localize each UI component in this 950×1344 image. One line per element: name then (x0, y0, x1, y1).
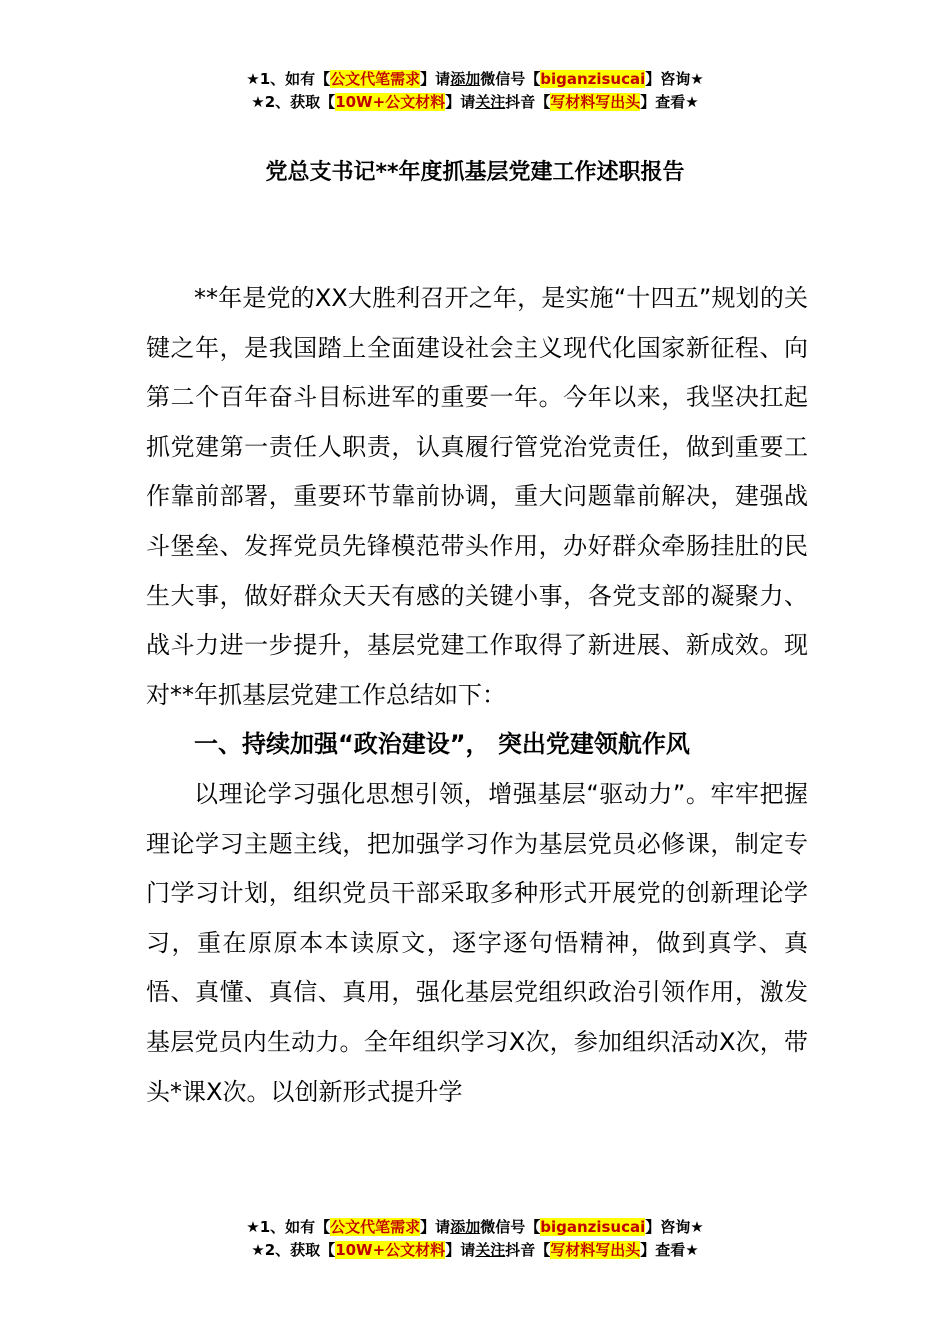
header-banner (0, 68, 950, 114)
footer-highlight-materials: 10W+公文材料 (335, 1241, 446, 1259)
footer-banner-line-2: ★2、获取【10W+公文材料】请关注抖音【写材料写出头】查看★ (251, 1241, 699, 1259)
banner-line-2: ★2、获取【10W+公文材料】请关注抖音【写材料写出头】查看★ (251, 93, 699, 111)
footer-highlight-douyin-account: 写材料写出头 (550, 1241, 641, 1259)
intro-paragraph: **年是党的XX大胜利召开之年，是实施“十四五”规划的关键之年，是我国踏上全面建设社会主义现代化国家新征程、向第二个百年奋斗目标进军的重要一年。今年以来，我坚决扛起抓党建第一责任人职责，认真履行管党治党责任，做到重要工作靠前部署，重要环节靠前协调，重大问题靠前解决，建强战斗堡垒、发挥党员先锋模范带头作用，办好群众牵肠挂肚的民生大事，做好群众天天有感的关键小事，各党支部的凝聚力、战斗力进一步提升，基层党建工作取得了新进展、新成效。现对**年抓基层党建工作总结如下： (146, 284, 808, 709)
footer-highlight-wechat-id: biganzisucai (540, 1218, 646, 1236)
highlight-wechat-id: biganzisucai (540, 70, 646, 88)
section-heading-1: 一、持续加强“政治建设”， 突出党建领航作风 (194, 730, 690, 759)
highlight-materials: 10W+公文材料 (335, 93, 446, 111)
highlight-douyin-account: 写材料写出头 (550, 93, 641, 111)
document-title: 党总支书记**年度抓基层党建工作述职报告 (265, 160, 685, 185)
footer-highlight-service: 公文代笔需求 (330, 1218, 421, 1236)
highlight-service: 公文代笔需求 (330, 70, 421, 88)
footer-banner-line-1: ★1、如有【公文代笔需求】请添加微信号【biganzisucai】咨询★ (246, 1218, 704, 1236)
section-1-paragraph: 以理论学习强化思想引领，增强基层“驱动力”。牢牢把握理论学习主题主线，把加强学习作为基层党员必修课，制定专门学习计划，组织党员干部采取多种形式开展党的创新理论学习，重在原原本本读原文，逐字逐句悟精神，做到真学、真悟、真懂、真信、真用，强化基层党组织政治引领作用，激发基层党员内生动力。全年组织学习X次，参加组织活动X次，带头*课X次。以创新形式提升学 (146, 779, 808, 1106)
document-body (146, 274, 808, 1117)
banner-line-1: ★1、如有【公文代笔需求】请添加微信号【biganzisucai】咨询★ (246, 70, 704, 88)
footer-banner (0, 1216, 950, 1262)
